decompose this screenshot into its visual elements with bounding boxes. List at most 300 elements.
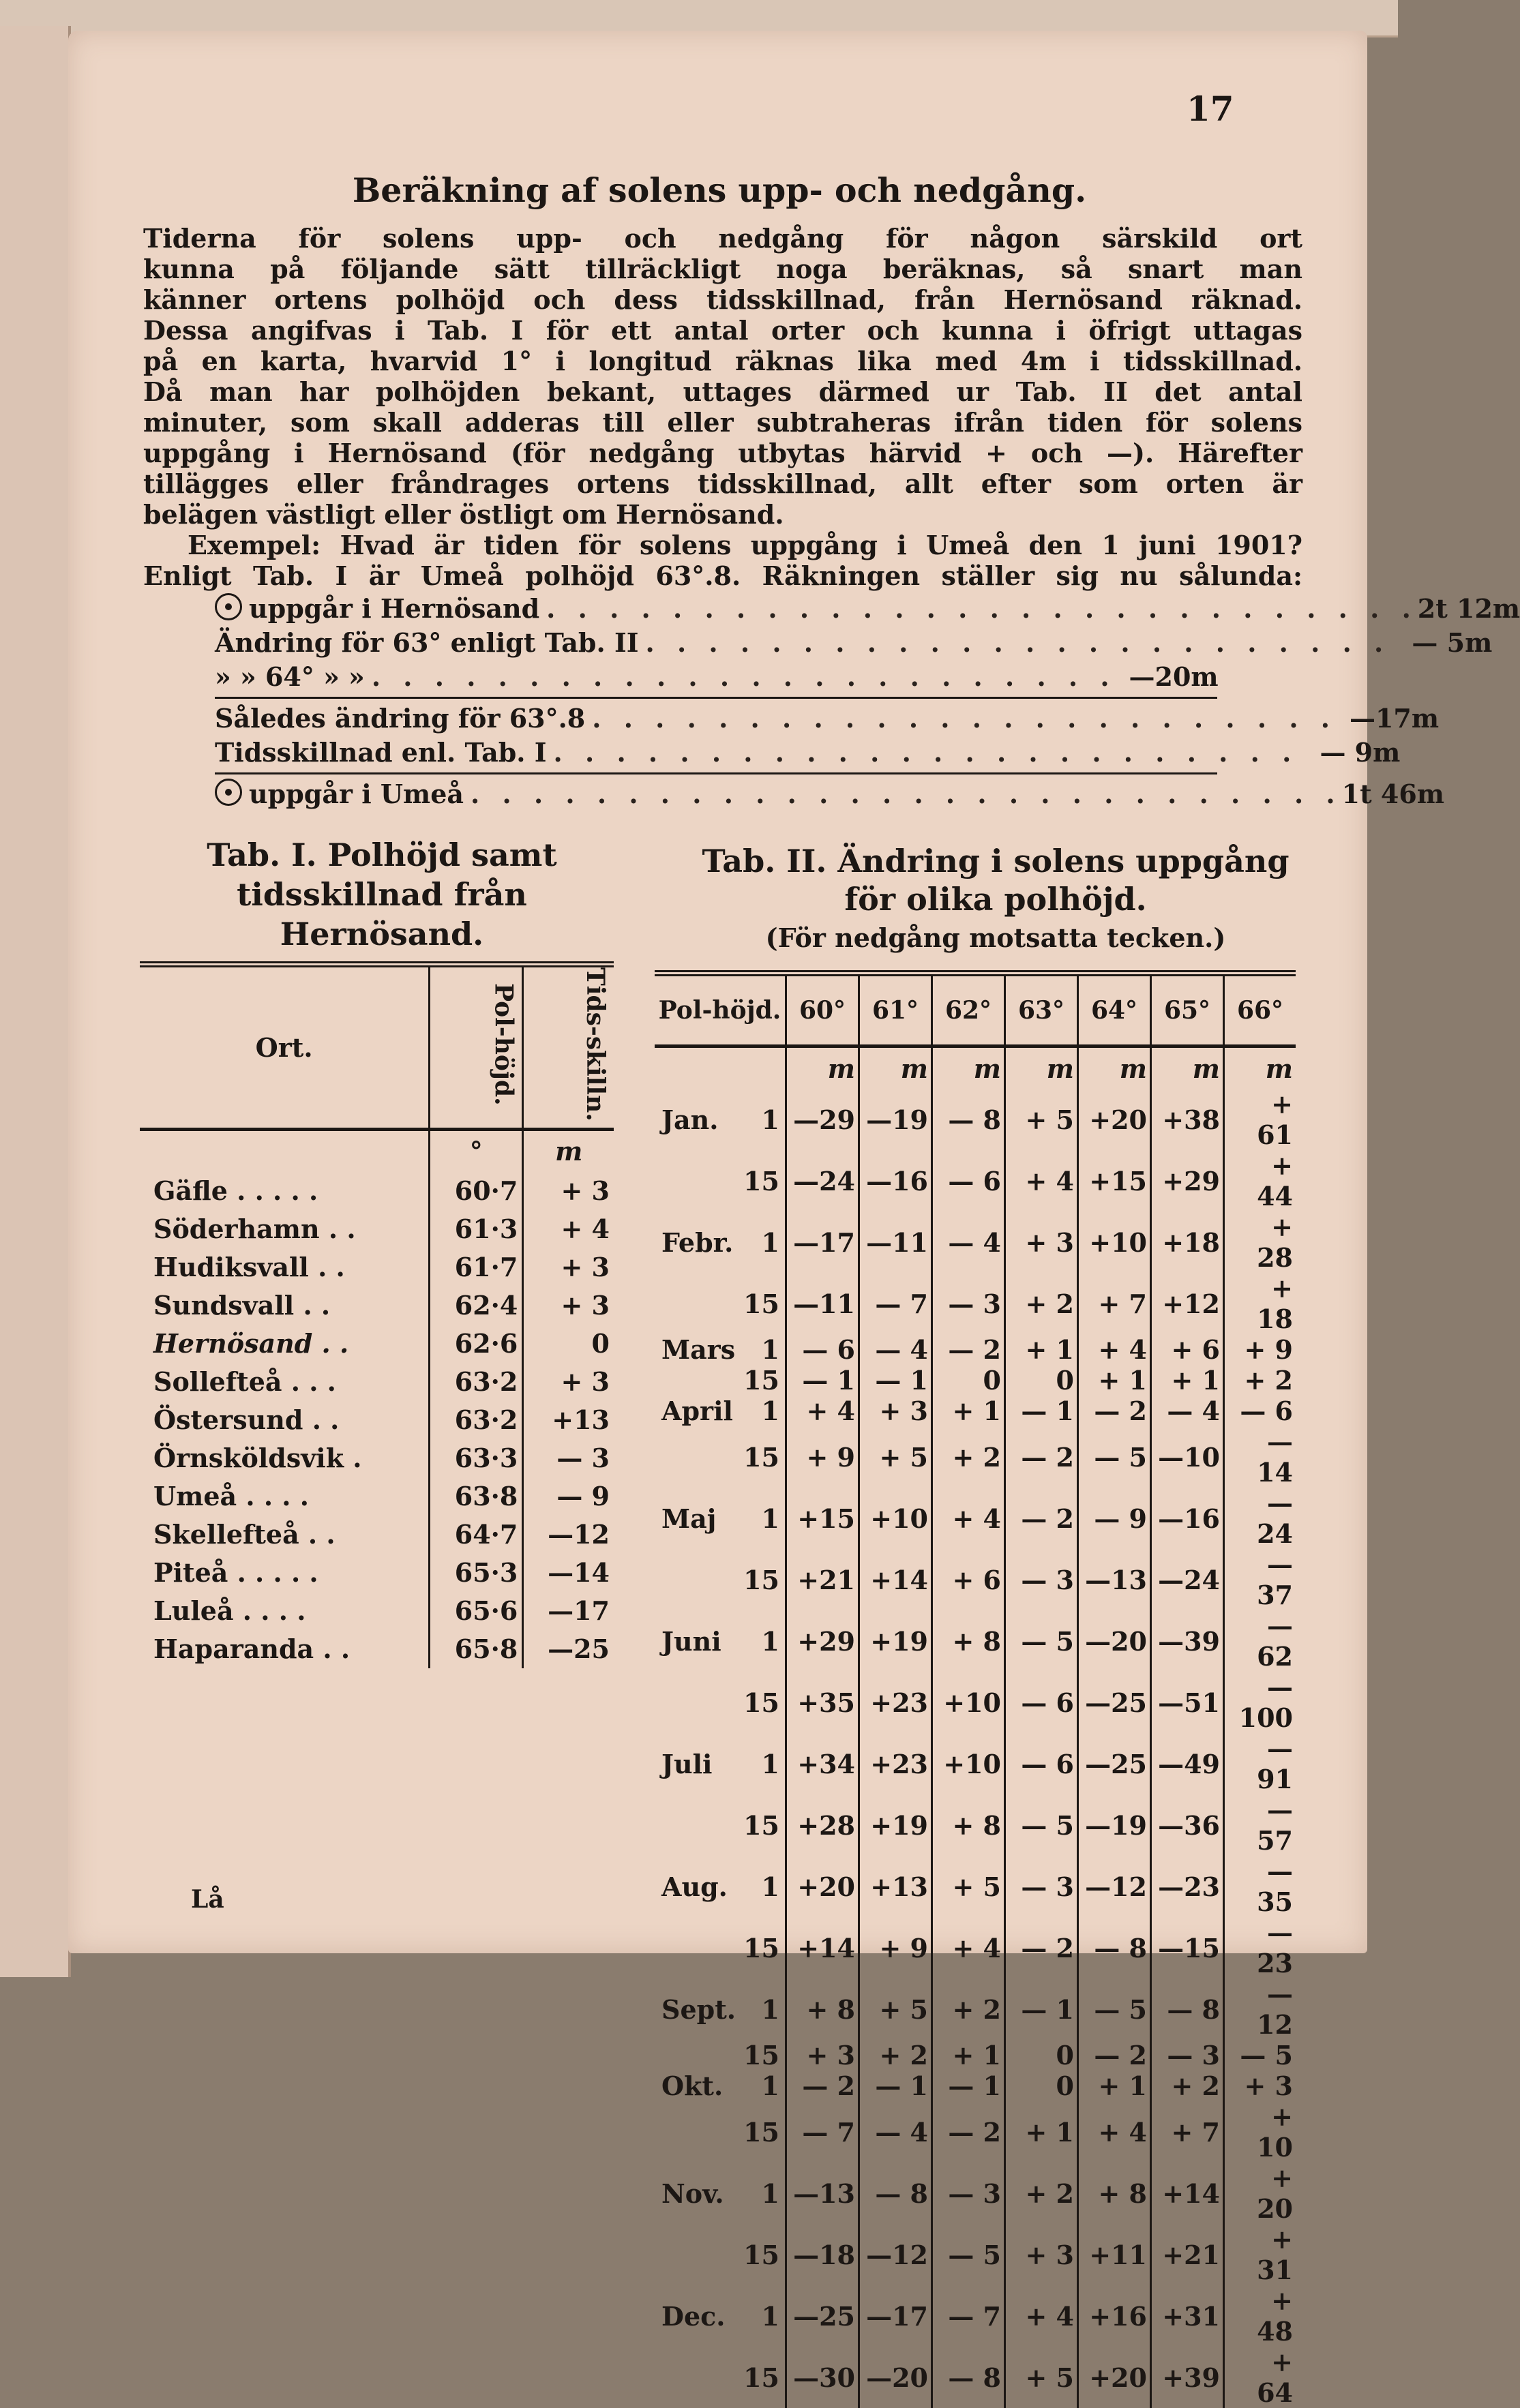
table-row [140, 1554, 614, 1592]
polhojd-value: 63·8 [430, 1477, 523, 1516]
change-value: — 4 [1151, 1396, 1224, 1426]
month-label [655, 1150, 740, 1211]
change-value: —15 [1151, 1917, 1224, 1978]
change-value: +14 [859, 1549, 932, 1610]
change-value: + 1 [1078, 1365, 1151, 1396]
change-value: +14 [786, 1917, 859, 1978]
intro-line: kunna på följande sätt tillräckligt noga beräknas, så snart man [143, 254, 1302, 284]
change-value: + 4 [1078, 2101, 1151, 2163]
change-value: — 1 [1005, 1978, 1078, 2040]
change-value: +19 [859, 1610, 932, 1672]
units-row [655, 1047, 1296, 1089]
polhojd-value: 61·3 [430, 1210, 523, 1248]
table-row [655, 2101, 1296, 2163]
col-header-tid-text: Tids-skilln. [581, 967, 610, 1122]
table-row [655, 1273, 1296, 1334]
table-row [655, 2071, 1296, 2101]
change-value: — 3 [1151, 2040, 1224, 2071]
table-row [655, 1549, 1296, 1610]
change-value: — 5 [932, 2224, 1005, 2285]
change-value: + 3 [1005, 1211, 1078, 1273]
change-value: + 64 [1224, 2347, 1296, 2408]
change-value: —19 [1078, 1794, 1151, 1856]
place-name: Umeå . . . . [153, 1481, 309, 1512]
change-value: + 2 [1151, 2071, 1224, 2101]
col-header-latitude: 64° [1078, 974, 1151, 1047]
polhojd-value: 65·8 [430, 1630, 523, 1668]
tab2-title [655, 842, 1337, 918]
change-value: +20 [786, 1856, 859, 1917]
tidsskillnad-value: + 3 [523, 1363, 614, 1401]
change-value: — 5 [1005, 1610, 1078, 1672]
unit-tid: m [523, 1129, 614, 1172]
change-value: — 5 [1224, 2040, 1296, 2071]
calc-row [215, 627, 1493, 661]
change-value: +11 [1078, 2224, 1151, 2285]
change-value: —17 [786, 1211, 859, 1273]
tidsskillnad-value: + 3 [523, 1286, 614, 1325]
table-row [655, 1488, 1296, 1549]
polhojd-value: 63·2 [430, 1363, 523, 1401]
change-value: +14 [1151, 2163, 1224, 2224]
unit-cell: m [786, 1047, 859, 1089]
change-value: — 6 [786, 1334, 859, 1365]
month-label [655, 1672, 740, 1733]
change-value: + 9 [786, 1426, 859, 1488]
change-value: +12 [1151, 1273, 1224, 1334]
change-value: +18 [1151, 1211, 1224, 1273]
intro-line: tillägges eller fråndrages ortens tidsskillnad, allt efter som orten är [143, 468, 1302, 499]
polhojd-value: 64·7 [430, 1516, 523, 1554]
change-value: — 35 [1224, 1856, 1296, 1917]
table-row [655, 1334, 1296, 1365]
change-value: — 23 [1224, 1917, 1296, 1978]
change-value: — 8 [932, 2347, 1005, 2408]
place-name: Sundsvall . . [153, 1290, 331, 1321]
change-value: —19 [859, 1089, 932, 1150]
change-value: + 8 [932, 1610, 1005, 1672]
place-name: Örnsköldsvik . [153, 1443, 362, 1474]
intro-line: känner ortens polhöjd och dess tidsskillnad, från Hernösand räknad. [143, 284, 1302, 315]
change-value: —20 [859, 2347, 932, 2408]
change-value: — 7 [786, 2101, 859, 2163]
month-label: Jan. [661, 1104, 719, 1135]
change-value: + 2 [859, 2040, 932, 2071]
polhojd-value: 62·6 [430, 1325, 523, 1363]
change-value: + 3 [786, 2040, 859, 2071]
polhojd-value: 63·2 [430, 1401, 523, 1439]
left-page-edge [0, 26, 71, 1977]
change-value: —29 [786, 1089, 859, 1150]
change-value: — 1 [786, 1365, 859, 1396]
table-row [140, 1325, 614, 1363]
change-value: —16 [859, 1150, 932, 1211]
day-label: 15 [743, 2239, 779, 2270]
change-value: + 7 [1078, 1273, 1151, 1334]
change-value: + 4 [1005, 2285, 1078, 2347]
sum-rule [215, 772, 1217, 774]
month-label [655, 1365, 740, 1396]
change-value: + 5 [1005, 1089, 1078, 1150]
calc-row [215, 779, 1444, 813]
change-value: — 9 [1078, 1488, 1151, 1549]
change-value: — 4 [859, 1334, 932, 1365]
table-row [140, 1516, 614, 1554]
calc-value: —17m [1349, 703, 1440, 734]
change-value: + 1 [932, 1396, 1005, 1426]
tab1-title [140, 835, 624, 954]
day-label: 15 [743, 1809, 779, 1841]
change-value: + 8 [786, 1978, 859, 2040]
change-value: + 10 [1224, 2101, 1296, 2163]
polhojd-value: 63·3 [430, 1439, 523, 1477]
page-title: Beräkning af solens upp- och nedgång. [352, 170, 1087, 210]
change-value: —24 [1151, 1549, 1224, 1610]
table-row [655, 1733, 1296, 1794]
example-calculation [215, 593, 1520, 813]
table-row [140, 1401, 614, 1439]
change-value: — 2 [932, 1334, 1005, 1365]
change-value: + 4 [1078, 1334, 1151, 1365]
col-header-latitude: 62° [932, 974, 1005, 1047]
example-line: Enligt Tab. I är Umeå polhöjd 63°.8. Räkningen ställer sig nu sålunda: [143, 560, 1302, 591]
tidsskillnad-value: + 3 [523, 1172, 614, 1210]
place-name: Östersund . . [153, 1404, 340, 1436]
change-value: +15 [1078, 1150, 1151, 1211]
leader-dots: . . . . . . . . . . . . . . . . . . . . . . . . [645, 627, 1390, 658]
change-value: + 5 [1005, 2347, 1078, 2408]
intro-line: uppgång i Hernösand (för nedgång utbytas härvid + och —). Härefter [143, 438, 1302, 468]
table-row [655, 1672, 1296, 1733]
col-header-latitude: 63° [1005, 974, 1078, 1047]
change-value: + 2 [932, 1426, 1005, 1488]
change-value: + 8 [1078, 2163, 1151, 2224]
table-row [655, 2285, 1296, 2347]
change-value: + 9 [859, 1917, 932, 1978]
change-value: — 2 [932, 2101, 1005, 2163]
change-value: + 2 [1005, 2163, 1078, 2224]
change-value: + 1 [932, 2040, 1005, 2071]
change-value: + 28 [1224, 1211, 1296, 1273]
change-value: —11 [859, 1211, 932, 1273]
intro-line: på en karta, hvarvid 1° i longitud räknas lika med 4m i tidsskillnad. [143, 346, 1302, 376]
tidsskillnad-value: — 9 [523, 1477, 614, 1516]
day-label: 15 [743, 1932, 779, 1963]
month-label [655, 1549, 740, 1610]
table-row [655, 1978, 1296, 2040]
month-label: April [661, 1396, 733, 1426]
day-label: 1 [761, 1104, 779, 1135]
day-label: 1 [761, 1396, 779, 1426]
change-value: 0 [1005, 2071, 1078, 2101]
day-label: 1 [761, 2178, 779, 2209]
polhojd-value: 65·3 [430, 1554, 523, 1592]
change-value: +21 [786, 1549, 859, 1610]
change-value: + 5 [859, 1978, 932, 2040]
day-label: 1 [761, 1334, 779, 1365]
day-label: 1 [761, 1226, 779, 1258]
change-value: —16 [1151, 1488, 1224, 1549]
change-value: + 4 [932, 1917, 1005, 1978]
change-value: — 7 [932, 2285, 1005, 2347]
change-value: +39 [1151, 2347, 1224, 2408]
change-value: + 1 [1005, 2101, 1078, 2163]
change-value: — 3 [932, 2163, 1005, 2224]
col-header-pol [430, 965, 523, 1130]
change-value: —10 [1151, 1426, 1224, 1488]
day-label: 15 [743, 1564, 779, 1595]
change-value: + 20 [1224, 2163, 1296, 2224]
month-label: Febr. [661, 1226, 734, 1258]
change-value: — 3 [932, 1273, 1005, 1334]
calc-row [215, 661, 1217, 695]
change-value: + 4 [786, 1396, 859, 1426]
change-value: — 57 [1224, 1794, 1296, 1856]
change-value: —12 [859, 2224, 932, 2285]
col-header-pol-text: Pol-höjd. [489, 983, 518, 1106]
change-value: — 5 [1078, 1978, 1151, 2040]
calc-value: —20m [1129, 661, 1219, 692]
tidsskillnad-value: +13 [523, 1401, 614, 1439]
month-label [655, 1426, 740, 1488]
col-header-latitude: 65° [1151, 974, 1224, 1047]
calc-value: 2t 12m [1417, 593, 1520, 624]
place-name: Hudiksvall . . [153, 1252, 345, 1283]
intro-line: Tiderna för solens upp- och nedgång för någon särskild ort [143, 223, 1302, 254]
page-number: 17 [1187, 89, 1234, 129]
change-value: + 3 [859, 1396, 932, 1426]
change-value: + 6 [932, 1549, 1005, 1610]
change-value: — 5 [1005, 1794, 1078, 1856]
table-row [655, 1856, 1296, 1917]
table-row [140, 1286, 614, 1325]
change-value: + 5 [932, 1856, 1005, 1917]
sun-symbol-icon [215, 593, 242, 620]
change-value: —18 [786, 2224, 859, 2285]
calc-value: 1t 46m [1341, 779, 1444, 809]
change-value: + 18 [1224, 1273, 1296, 1334]
change-value: —30 [786, 2347, 859, 2408]
change-value: —100 [1224, 1672, 1296, 1733]
day-label: 15 [743, 2116, 779, 2148]
change-value: + 3 [1224, 2071, 1296, 2101]
table-row [140, 1172, 614, 1210]
table-row [140, 1248, 614, 1286]
unit-cell: m [1005, 1047, 1078, 1089]
change-value: —11 [786, 1273, 859, 1334]
day-label: 1 [761, 1625, 779, 1657]
change-value: — 1 [1005, 1396, 1078, 1426]
month-label [655, 2224, 740, 2285]
polhojd-value: 65·6 [430, 1592, 523, 1630]
col-header-polhojd: Pol-höjd. [655, 974, 786, 1047]
change-value: + 61 [1224, 1089, 1296, 1150]
calc-row [215, 703, 1440, 737]
table-row [655, 2347, 1296, 2408]
change-value: +15 [786, 1488, 859, 1549]
polhojd-value: 61·7 [430, 1248, 523, 1286]
col-header-latitude: 60° [786, 974, 859, 1047]
change-value: — 2 [786, 2071, 859, 2101]
tidsskillnad-value: 0 [523, 1325, 614, 1363]
change-value: — 2 [1005, 1426, 1078, 1488]
intro-line: minuter, som skall adderas till eller subtraheras ifrån tiden för solens [143, 407, 1302, 438]
table-row [655, 1089, 1296, 1150]
col-header-latitude: 66° [1224, 974, 1296, 1047]
change-value: — 8 [932, 1089, 1005, 1150]
month-label: Aug. [661, 1871, 728, 1902]
table-row [655, 1211, 1296, 1273]
units-row [140, 1129, 614, 1172]
change-value: +29 [786, 1610, 859, 1672]
change-value: +34 [786, 1733, 859, 1794]
change-value: —25 [1078, 1672, 1151, 1733]
calc-value: — 5m [1412, 627, 1493, 658]
table-row [655, 2163, 1296, 2224]
calc-value: — 9m [1320, 737, 1401, 768]
tidsskillnad-value: —12 [523, 1516, 614, 1554]
change-value: +16 [1078, 2285, 1151, 2347]
month-label [655, 2040, 740, 2071]
table-row [655, 1426, 1296, 1488]
table-row [140, 1439, 614, 1477]
day-label: 15 [743, 1288, 779, 1319]
change-value: +10 [932, 1733, 1005, 1794]
change-value: +10 [932, 1672, 1005, 1733]
change-value: 0 [932, 1365, 1005, 1396]
change-value: — 6 [1005, 1672, 1078, 1733]
day-label: 15 [743, 1365, 779, 1396]
calc-label: » » 64° » » [215, 661, 365, 692]
change-value: — 2 [1005, 1488, 1078, 1549]
table-row [655, 1917, 1296, 1978]
change-value: + 7 [1151, 2101, 1224, 2163]
change-value: — 8 [1151, 1978, 1224, 2040]
change-value: —17 [859, 2285, 932, 2347]
table-row [655, 2224, 1296, 2285]
change-value: +19 [859, 1794, 932, 1856]
table-row [140, 1477, 614, 1516]
change-value: — 6 [1224, 1396, 1296, 1426]
change-value: + 48 [1224, 2285, 1296, 2347]
col-header-ort: Ort. [140, 965, 430, 1130]
unit-cell: m [859, 1047, 932, 1089]
month-label: Juni [661, 1625, 721, 1657]
day-label: 1 [761, 2071, 779, 2101]
change-value: + 31 [1224, 2224, 1296, 2285]
place-name: Haparanda . . [153, 1634, 351, 1665]
day-label: 15 [743, 2362, 779, 2393]
change-value: + 2 [932, 1978, 1005, 2040]
change-value: — 4 [859, 2101, 932, 2163]
month-label [655, 2347, 740, 2408]
change-value: — 62 [1224, 1610, 1296, 1672]
sun-symbol-icon [215, 779, 242, 806]
change-value: +10 [1078, 1211, 1151, 1273]
month-label: Okt. [661, 2071, 724, 2101]
day-label: 15 [743, 1441, 779, 1473]
month-label: Dec. [661, 2300, 726, 2332]
change-value: —51 [1151, 1672, 1224, 1733]
calc-label: uppgår i Umeå [249, 779, 464, 809]
change-value: —20 [1078, 1610, 1151, 1672]
leader-dots: . . . . . . . . . . . . . . . . . . . . . . . . . . . . [546, 593, 1418, 624]
change-value: — 7 [859, 1273, 932, 1334]
change-value: — 2 [1078, 1396, 1151, 1426]
day-label: 1 [761, 2300, 779, 2332]
tab2-subtitle: (För nedgång motsatta tecken.) [765, 922, 1226, 953]
change-value: + 1 [1005, 1334, 1078, 1365]
table-row [140, 1592, 614, 1630]
change-value: +29 [1151, 1150, 1224, 1211]
change-value: —25 [1078, 1733, 1151, 1794]
change-value: + 1 [1151, 1365, 1224, 1396]
change-value: — 6 [1005, 1733, 1078, 1794]
change-value: — 5 [1078, 1426, 1151, 1488]
calc-label: uppgår i Hernösand [249, 593, 540, 624]
calc-label: Ändring för 63° enligt Tab. II [215, 627, 639, 658]
change-value: 0 [1005, 1365, 1078, 1396]
unit-cell: m [1224, 1047, 1296, 1089]
tidsskillnad-value: —25 [523, 1630, 614, 1668]
table-row [655, 1150, 1296, 1211]
change-value: +23 [859, 1672, 932, 1733]
change-value: — 24 [1224, 1488, 1296, 1549]
change-value: + 2 [1005, 1273, 1078, 1334]
change-value: +20 [1078, 2347, 1151, 2408]
change-value: —39 [1151, 1610, 1224, 1672]
change-value: — 1 [932, 2071, 1005, 2101]
place-name: Gäfle . . . . . [153, 1175, 318, 1207]
leader-dots: . . . . . . . . . . . . . . . . . . . . . . . . . . . . [471, 779, 1342, 809]
polhojd-value: 60·7 [430, 1172, 523, 1210]
change-value: — 4 [932, 1211, 1005, 1273]
unit-pol: ° [430, 1129, 523, 1172]
leader-dots: . . . . . . . . . . . . . . . . . . . . . . . . [592, 703, 1337, 734]
change-value: + 8 [932, 1794, 1005, 1856]
change-value: +31 [1151, 2285, 1224, 2347]
change-value: — 2 [1005, 1917, 1078, 1978]
tab1-title-line: Tab. I. Polhöjd samt [207, 837, 557, 873]
intro-line: belägen västligt eller östligt om Hernösand. [143, 499, 784, 530]
day-label: 15 [743, 2040, 779, 2071]
change-value: +13 [859, 1856, 932, 1917]
intro-line: Dessa angifvas i Tab. I för ett antal orter och kunna i öfrigt uttagas [143, 315, 1302, 346]
month-label [655, 1917, 740, 1978]
printer-mark: Lå [191, 1885, 224, 1914]
change-value: — 1 [859, 2071, 932, 2101]
tab2-title-line: Tab. II. Ändring i solens uppgång [702, 843, 1290, 879]
table-row [140, 1363, 614, 1401]
table-row [655, 1396, 1296, 1426]
col-header-tid [523, 965, 614, 1130]
col-header-latitude: 61° [859, 974, 932, 1047]
month-label: Maj [661, 1503, 717, 1534]
example-line: Exempel: Hvad är tiden för solens uppgång i Umeå den 1 juni 1901? [188, 530, 1302, 560]
day-label: 1 [761, 1503, 779, 1534]
table-row [140, 1630, 614, 1668]
tidsskillnad-value: —17 [523, 1592, 614, 1630]
change-value: + 1 [1078, 2071, 1151, 2101]
change-value: — 8 [859, 2163, 932, 2224]
place-name: Skellefteå . . [153, 1519, 336, 1550]
place-name: Luleå . . . . [153, 1595, 306, 1627]
change-value: —13 [786, 2163, 859, 2224]
calc-label: Tidsskillnad enl. Tab. I [215, 737, 547, 768]
month-label [655, 1273, 740, 1334]
change-value: — 37 [1224, 1549, 1296, 1610]
tab1-title-line: tidsskillnad från [237, 876, 527, 913]
